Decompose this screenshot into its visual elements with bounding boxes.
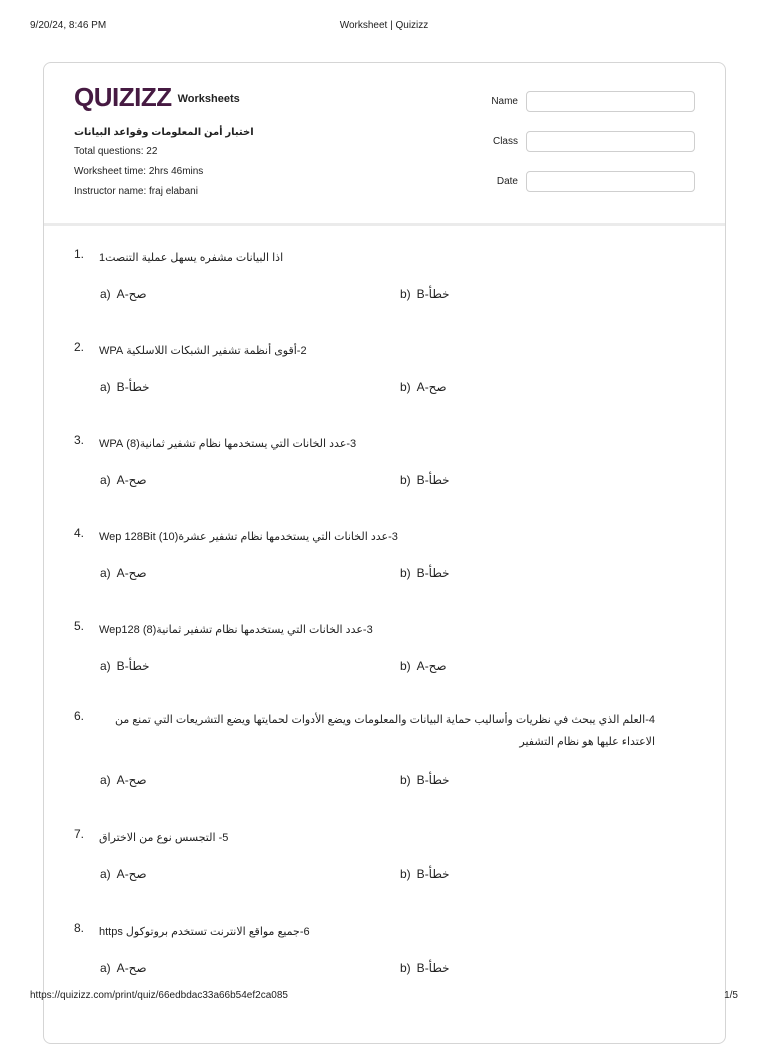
question-text: 6-جميع مواقع الانترنت تستخدم بروتوكول https [99, 926, 310, 938]
worksheet-time: Worksheet time: 2hrs 46mins [74, 166, 204, 177]
option-value: خطأ-B [416, 961, 450, 975]
class-label: Class [492, 136, 518, 147]
name-field-row [470, 91, 695, 112]
question-number: 1. [74, 247, 85, 261]
option-label: b) [400, 473, 411, 487]
date-input[interactable] [526, 171, 695, 192]
option-value: صح-A [116, 773, 147, 787]
option-label: a) [100, 961, 111, 975]
option-value: صح-A [416, 659, 447, 673]
question-text: 3-عدد الخانات التي يستخدمها نظام تشفير عشرة(10) Wep 128Bit [99, 531, 398, 543]
print-url: https://quizizz.com/print/quiz/66edbdac33a66b54ef2ca085 [30, 990, 288, 1001]
option-label: a) [100, 773, 111, 787]
option-a[interactable] [100, 961, 147, 975]
logo-subtitle: Worksheets [177, 93, 240, 105]
option-b[interactable] [400, 659, 447, 673]
option-a[interactable] [100, 659, 150, 673]
instructor-name: Instructor name: fraj elabani [74, 186, 198, 197]
logo-text: QUIZIZZ [74, 82, 172, 112]
option-b[interactable] [400, 566, 450, 580]
option-label: b) [400, 867, 411, 881]
name-input[interactable] [526, 91, 695, 112]
option-value: صح-A [116, 961, 147, 975]
option-value: خطأ-B [416, 473, 450, 487]
option-value: خطأ-B [416, 773, 450, 787]
option-value: خطأ-B [416, 867, 450, 881]
print-header [30, 20, 738, 34]
class-input[interactable] [526, 131, 695, 152]
option-value: خطأ-B [116, 659, 150, 673]
option-label: b) [400, 961, 411, 975]
print-footer [30, 990, 738, 1004]
question-text: 4-العلم الذي يبحث في نظريات وأساليب حماية البيانات والمعلومات ويضع الأدوات لحمايتها ويضع التشريعات التي تمنع من الاعتداء عليها هو نظام التشفير [114, 714, 655, 748]
question-number: 2. [74, 340, 85, 354]
question-number: 4. [74, 526, 85, 540]
page-number: 1/5 [724, 990, 738, 1001]
option-b[interactable] [400, 287, 450, 301]
option-label: a) [100, 867, 111, 881]
question-text: اذا البيانات مشفره يسهل عملية التنصت1 [99, 252, 284, 264]
date-label: Date [496, 176, 518, 187]
worksheet-card [43, 62, 726, 1044]
worksheet-header [44, 63, 725, 226]
option-b[interactable] [400, 380, 447, 394]
option-value: صح-A [116, 566, 147, 580]
option-b[interactable] [400, 961, 450, 975]
option-value: صح-A [416, 380, 447, 394]
question-text: 3-عدد الخانات التي يستخدمها نظام تشفير ثمانية(8) WPA [99, 438, 357, 450]
question-text: 5- التجسس نوع من الاختراق [99, 832, 229, 844]
option-value: صح-A [116, 287, 147, 301]
option-a[interactable] [100, 867, 147, 881]
quiz-title: اختبار أمن المعلومات وقواعد البيانات [74, 127, 254, 138]
option-b[interactable] [400, 773, 450, 787]
question-number: 6. [74, 709, 85, 723]
question-number: 8. [74, 921, 85, 935]
option-a[interactable] [100, 380, 150, 394]
option-a[interactable] [100, 566, 147, 580]
total-questions: Total questions: 22 [74, 146, 158, 157]
option-value: خطأ-B [116, 380, 150, 394]
option-value: خطأ-B [416, 566, 450, 580]
question-number: 7. [74, 827, 85, 841]
option-label: b) [400, 380, 411, 394]
option-value: صح-A [116, 473, 147, 487]
option-value: صح-A [116, 867, 147, 881]
option-value: خطأ-B [416, 287, 450, 301]
option-label: a) [100, 659, 111, 673]
option-label: a) [100, 566, 111, 580]
print-title: Worksheet | Quizizz [339, 20, 429, 31]
option-b[interactable] [400, 473, 450, 487]
question-number: 5. [74, 619, 85, 633]
option-label: b) [400, 659, 411, 673]
quizizz-logo [74, 83, 240, 111]
option-label: a) [100, 473, 111, 487]
question-number: 3. [74, 433, 85, 447]
option-label: b) [400, 287, 411, 301]
date-field-row [470, 171, 695, 192]
option-a[interactable] [100, 473, 147, 487]
option-label: a) [100, 287, 111, 301]
question-text: 2-أقوى أنظمة تشفير الشبكات اللاسلكية WPA [99, 345, 307, 357]
option-a[interactable] [100, 287, 147, 301]
option-label: b) [400, 773, 411, 787]
class-field-row [470, 131, 695, 152]
option-label: b) [400, 566, 411, 580]
option-label: a) [100, 380, 111, 394]
option-b[interactable] [400, 867, 450, 881]
print-datetime: 9/20/24, 8:46 PM [30, 20, 107, 31]
option-a[interactable] [100, 773, 147, 787]
name-label: Name [491, 96, 518, 107]
question-text: 3-عدد الخانات التي يستخدمها نظام تشفير ثمانية(8) Wep128 [99, 624, 373, 636]
